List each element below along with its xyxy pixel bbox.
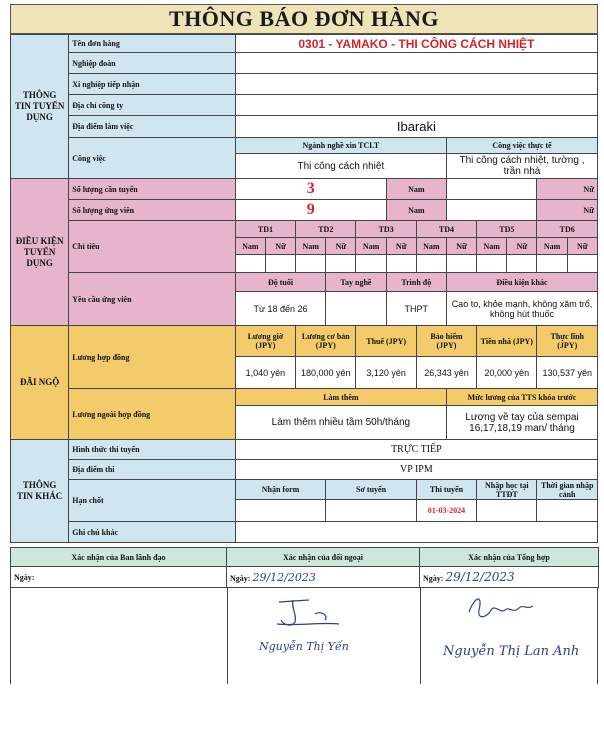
td4-header: TD4 [416, 221, 476, 238]
notes-label: Ghi chú khác [69, 522, 236, 543]
signature-scribble-external [269, 594, 349, 632]
td4-female: Nữ [446, 238, 476, 255]
td2-header: TD2 [296, 221, 356, 238]
workplace-label: Địa điểm làm việc [69, 116, 236, 138]
section-conditions-label: ĐIỀU KIỆN TUYỂN DỤNG [11, 179, 69, 326]
sig-divider [420, 588, 421, 684]
td2-female: Nữ [326, 238, 356, 255]
pre-screen-header: Sơ tuyển [326, 480, 417, 500]
td5-female: Nữ [507, 238, 537, 255]
signature-area [10, 588, 598, 684]
needed-female-label: Nữ [537, 179, 598, 200]
quota-cell [567, 255, 597, 273]
td1-male: Nam [235, 238, 265, 255]
union-label: Nghiệp đoàn [69, 53, 236, 74]
tts-salary-header: Mức lương của TTS khóa trước [446, 389, 597, 406]
pre-screen-value [326, 500, 417, 522]
signer-name-external: Nguyễn Thị Yến [259, 640, 349, 653]
edu-header: Trình độ [386, 273, 446, 292]
quota-cell [446, 255, 476, 273]
sig-date-general [420, 567, 599, 588]
quota-cell [537, 255, 567, 273]
sig-date-label: Ngày: [423, 574, 444, 583]
quota-cell [326, 255, 356, 273]
tax-header: Thuế (JPY) [356, 326, 416, 357]
insurance-header: Bảo hiểm (JPY) [416, 326, 476, 357]
quota-cell [265, 255, 295, 273]
candidates-male-value [446, 200, 537, 221]
quota-cell [356, 255, 386, 273]
net-pay-header: Thực lĩnh (JPY) [537, 326, 598, 357]
company-value [235, 74, 597, 95]
signature-scribble-general [461, 592, 541, 626]
candidates-label: Số lượng ứng viên [69, 200, 236, 221]
quota-cell [235, 255, 265, 273]
needed-label: Số lượng cần tuyển [69, 179, 236, 200]
exam-place-value: VP IPM [235, 460, 597, 480]
sig-header-management: Xác nhận của Ban lãnh đạo [11, 548, 227, 567]
overtime-header: Làm thêm [235, 389, 446, 406]
sig-date-management [11, 567, 227, 588]
skill-value [326, 292, 386, 326]
housing-value: 20,000 yên [477, 357, 537, 389]
td4-male: Nam [416, 238, 446, 255]
job-label: Công việc [69, 138, 236, 179]
age-header: Độ tuổi [235, 273, 326, 292]
td5-male: Nam [477, 238, 507, 255]
job-col2-value: Thi công cách nhiệt, tường , trần nhà [446, 154, 597, 179]
requirements-label: Yêu cầu ứng viên [69, 273, 236, 326]
candidates-male-label: Nam [386, 200, 446, 221]
hourly-wage-value: 1,040 yên [235, 357, 295, 389]
td3-male: Nam [356, 238, 386, 255]
td3-female: Nữ [386, 238, 416, 255]
company-label: Xí nghiệp tiếp nhận [69, 74, 236, 95]
quota-cell [416, 255, 446, 273]
td6-male: Nam [537, 238, 567, 255]
order-name-value: 0301 - YAMAKO - THI CÔNG CÁCH NHIỆT [235, 35, 597, 53]
section-other-label: THÔNG TIN KHÁC [11, 440, 69, 543]
quota-cell [477, 255, 507, 273]
needed-male-label: Nam [386, 179, 446, 200]
td5-header: TD5 [477, 221, 537, 238]
quota-cell [386, 255, 416, 273]
other-cond-value: Cao to, khỏe mạnh, không xăm trổ, không hút thuốc [446, 292, 597, 326]
overtime-value: Làm thêm nhiều tầm 50h/tháng [235, 406, 446, 440]
contract-salary-label: Lương hợp đồng [69, 326, 236, 389]
base-salary-header: Lương cơ bản (JPY) [296, 326, 356, 357]
tax-value: 3,120 yên [356, 357, 416, 389]
td6-female: Nữ [567, 238, 597, 255]
enroll-header: Nhập học tại TTĐT [477, 480, 537, 500]
order-form-table [10, 34, 598, 543]
deadline-label: Hạn chốt [69, 480, 236, 522]
candidates-female-label: Nữ [537, 200, 598, 221]
job-col2-header: Công việc thực tế [446, 138, 597, 154]
union-value [235, 53, 597, 74]
housing-header: Tiền nhà (JPY) [477, 326, 537, 357]
hourly-wage-header: Lương giờ (JPY) [235, 326, 295, 357]
sig-date-general-value: 29/12/2023 [445, 570, 515, 584]
needed-male-value [446, 179, 537, 200]
sig-header-general: Xác nhận của Tổng hợp [420, 548, 599, 567]
sig-date-external-value: 29/12/2023 [252, 570, 316, 584]
quota-cell [507, 255, 537, 273]
tts-salary-value: Lương về tay của sempai 16,17,18,19 man/ tháng [446, 406, 597, 440]
order-name-label: Tên đơn hàng [69, 35, 236, 53]
receive-form-header: Nhận form [235, 480, 326, 500]
exam-form-value: TRỰC TIẾP [235, 440, 597, 460]
job-col1-header: Ngành nghề xin TCLT [235, 138, 446, 154]
exam-header: Thi tuyển [416, 480, 476, 500]
enroll-value [477, 500, 537, 522]
entry-time-value [537, 500, 598, 522]
section-recruit-label: THÔNG TIN TUYỂN DỤNG [11, 35, 69, 179]
sig-divider [227, 588, 228, 684]
page-title: THÔNG BÁO ĐƠN HÀNG [10, 4, 598, 34]
job-col1-value: Thi công cách nhiệt [235, 154, 446, 179]
edu-value: THPT [386, 292, 446, 326]
receive-form-value [235, 500, 326, 522]
td6-header: TD6 [537, 221, 598, 238]
skill-header: Tay nghề [326, 273, 386, 292]
td2-male: Nam [296, 238, 326, 255]
exam-form-label: Hình thức thi tuyển [69, 440, 236, 460]
insurance-value: 26,343 yên [416, 357, 476, 389]
td1-female: Nữ [265, 238, 295, 255]
notes-value [235, 522, 597, 543]
quota-cell [296, 255, 326, 273]
sig-date-external [227, 567, 420, 588]
address-label: Địa chỉ công ty [69, 95, 236, 116]
td3-header: TD3 [356, 221, 416, 238]
workplace-value: Ibaraki [235, 116, 597, 138]
signer-name-general: Nguyễn Thị Lan Anh [443, 644, 580, 659]
exam-date-value: 01-03-2024 [416, 500, 476, 522]
quota-label: Chỉ tiêu [69, 221, 236, 273]
needed-value: 3 [235, 179, 386, 200]
signature-table [10, 547, 599, 588]
entry-time-header: Thời gian nhập cảnh [537, 480, 598, 500]
age-value: Từ 18 đến 26 [235, 292, 326, 326]
sig-date-label: Ngày: [14, 572, 35, 582]
address-value [235, 95, 597, 116]
net-pay-value: 130,537 yên [537, 357, 598, 389]
td1-header: TD1 [235, 221, 295, 238]
candidates-value: 9 [235, 200, 386, 221]
extra-salary-label: Lương ngoài hợp đồng [69, 389, 236, 440]
sig-header-external: Xác nhận của đối ngoại [227, 548, 420, 567]
base-salary-value: 180,000 yên [296, 357, 356, 389]
section-benefits-label: ĐÃI NGỘ [11, 326, 69, 440]
sig-date-label: Ngày: [230, 573, 251, 583]
other-cond-header: Điều kiện khác [446, 273, 597, 292]
exam-place-label: Địa điểm thi [69, 460, 236, 480]
